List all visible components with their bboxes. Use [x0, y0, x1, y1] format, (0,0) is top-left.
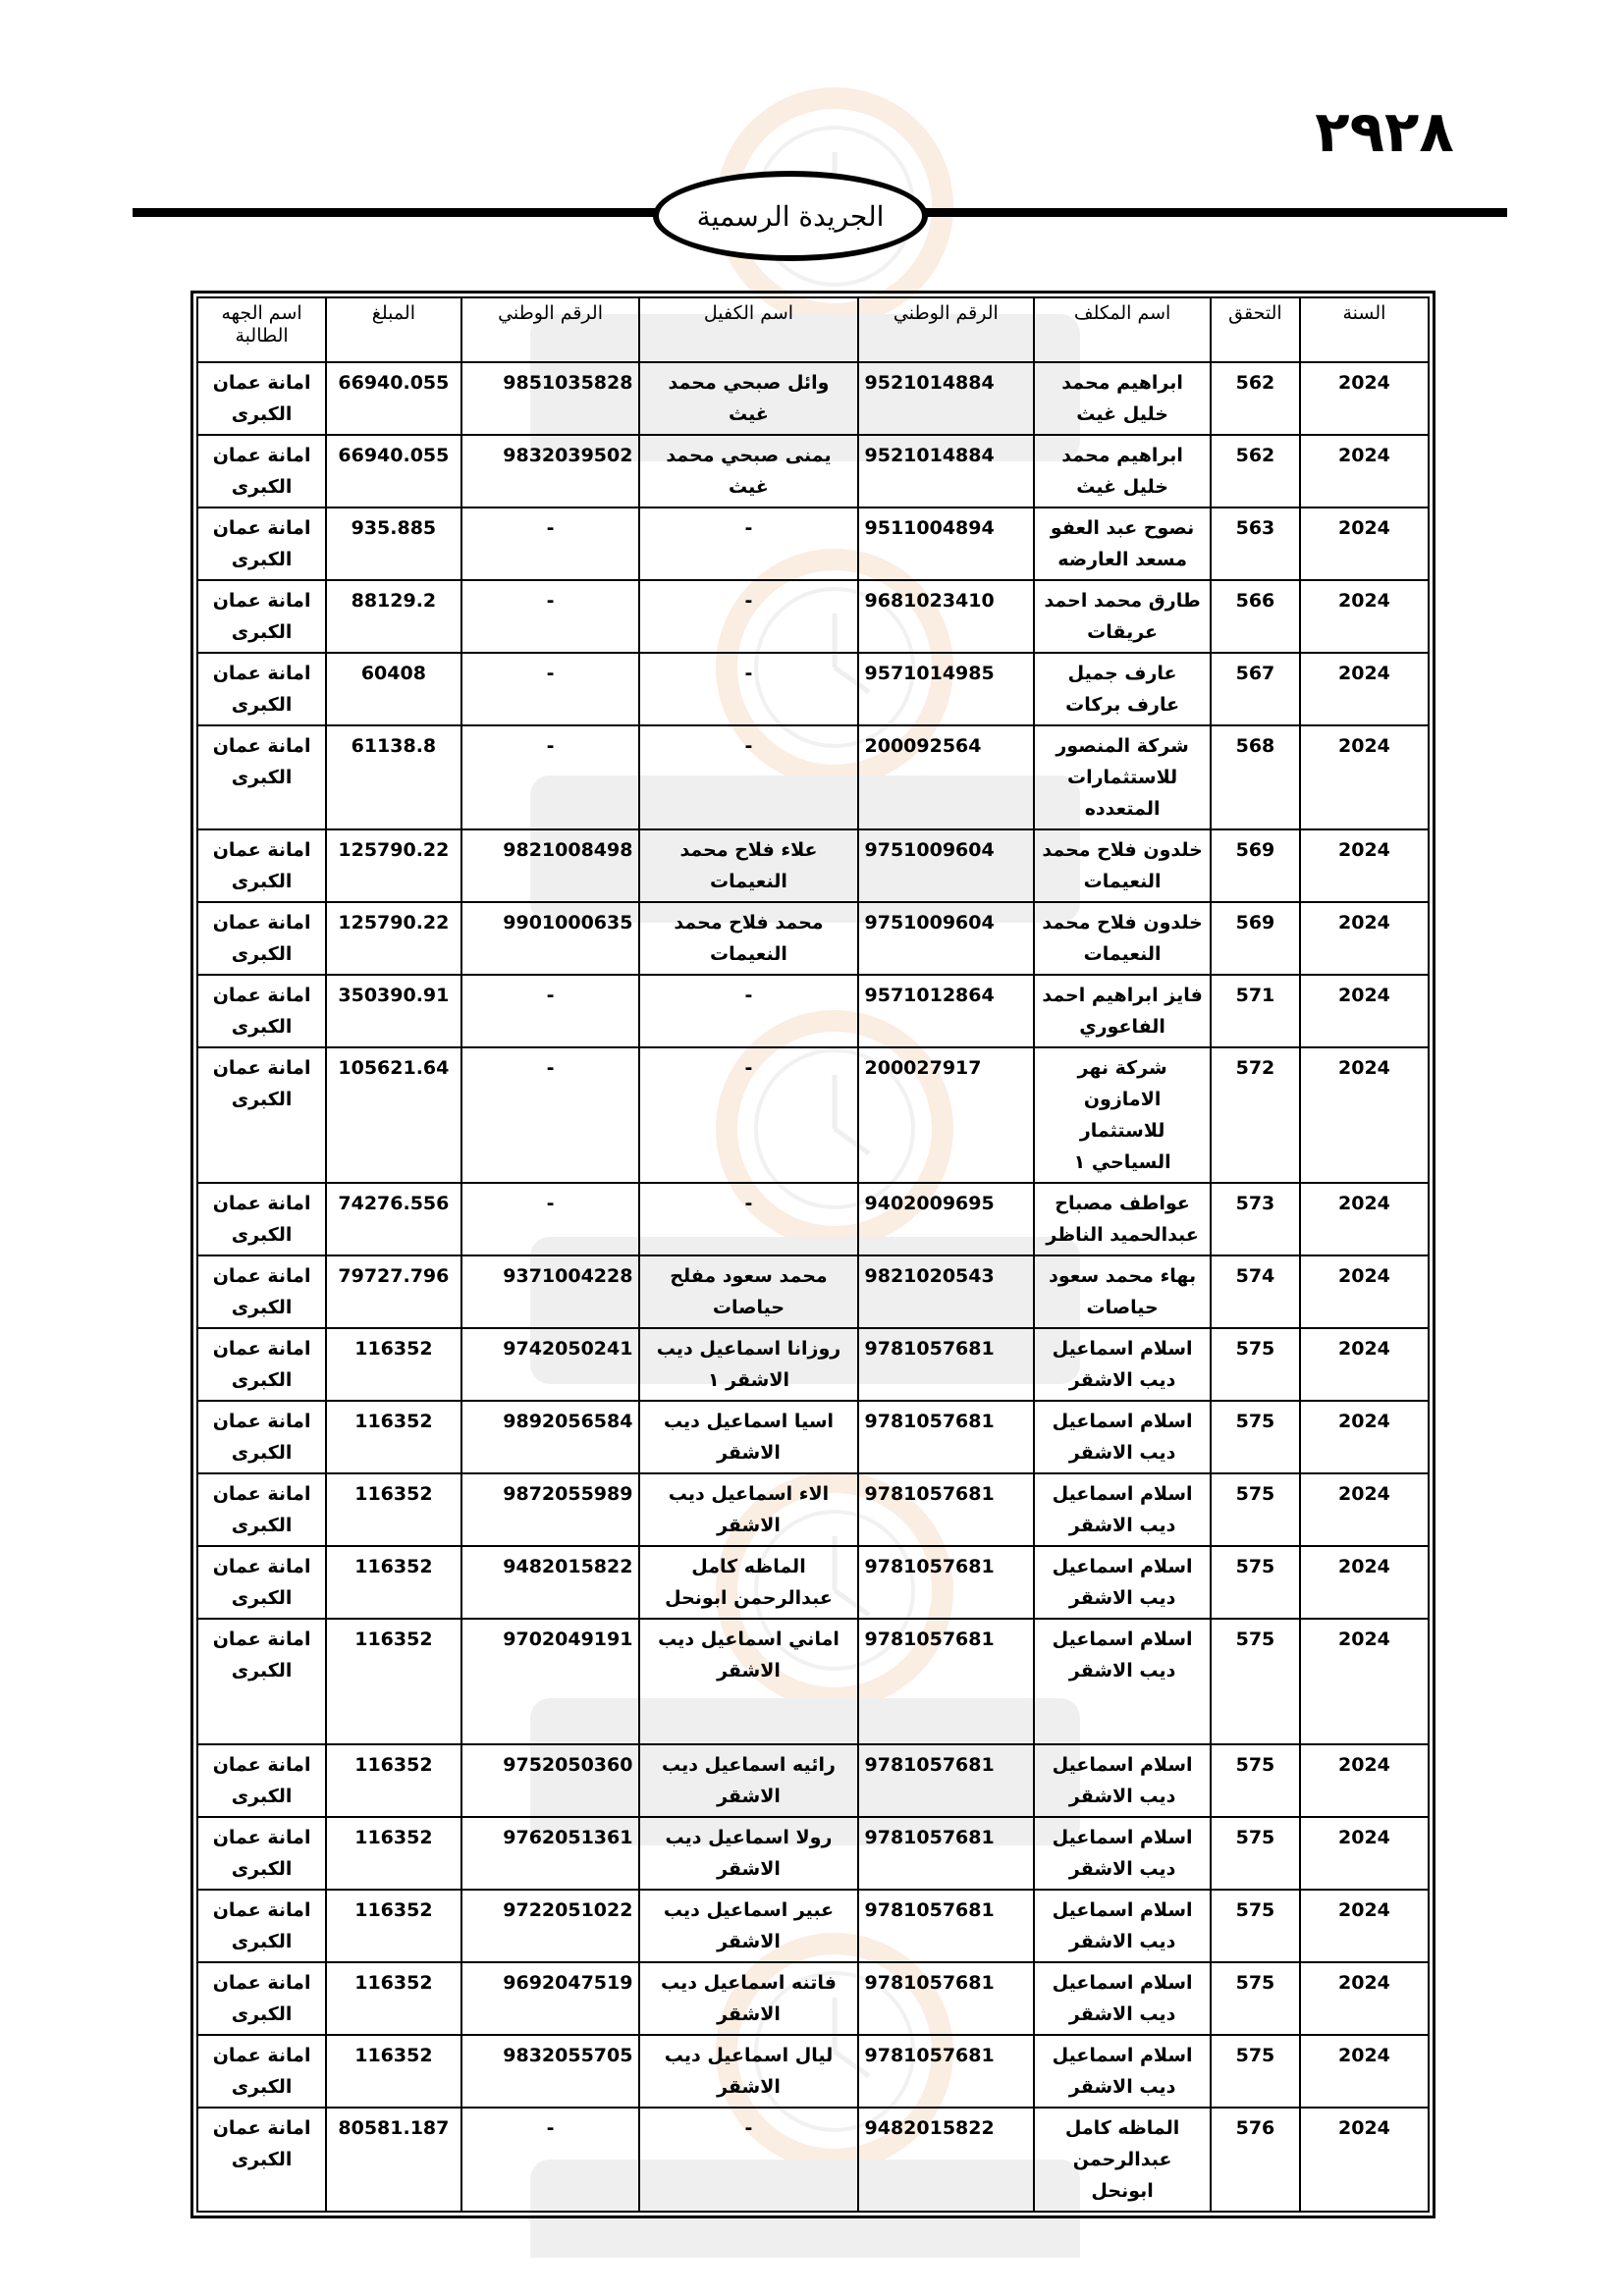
table-row: [197, 2108, 1429, 2212]
cell-year: 2024: [1300, 1962, 1429, 2035]
cell-amount: 88129.2: [326, 580, 460, 653]
cell-national-id: 9781057681: [858, 2035, 1035, 2108]
cell-amount: 105621.64: [326, 1047, 460, 1183]
table-row: [197, 2035, 1429, 2108]
table-row: [197, 1047, 1429, 1183]
cell-guarantor-national-id: 9722051022: [461, 1890, 640, 1962]
cell-verification: 575: [1211, 1619, 1300, 1744]
cell-obligor-name: اسلام اسماعيل ديب الاشقر: [1034, 1401, 1211, 1473]
cell-obligor-name: الماظه كامل عبدالرحمن ابونحل: [1034, 2108, 1211, 2212]
cell-year: 2024: [1300, 653, 1429, 725]
cell-guarantor-national-id: 9762051361: [461, 1817, 640, 1890]
cell-guarantor-national-id: -: [461, 2108, 640, 2212]
cell-obligor-name: عواطف مصباح عبدالحميد الناظر: [1034, 1183, 1211, 1255]
cell-verification: 572: [1211, 1047, 1300, 1183]
cell-obligor-name: فايز ابراهيم احمد الفاعوري: [1034, 975, 1211, 1047]
cell-verification: 576: [1211, 2108, 1300, 2212]
header-guarantor-name: اسم الكفيل: [639, 297, 857, 362]
cell-year: 2024: [1300, 2108, 1429, 2212]
cell-national-id: 9521014884: [858, 362, 1035, 435]
cell-obligor-name: بهاء محمد سعود حياصات: [1034, 1255, 1211, 1328]
cell-year: 2024: [1300, 2035, 1429, 2108]
header-amount: المبلغ: [326, 297, 460, 362]
cell-guarantor-national-id: 9892056584: [461, 1401, 640, 1473]
cell-verification: 567: [1211, 653, 1300, 725]
table-row: [197, 362, 1429, 435]
cell-guarantor-national-id: -: [461, 507, 640, 580]
cell-requesting-authority: امانة عمان الكبرى: [197, 1890, 326, 1962]
cell-requesting-authority: امانة عمان الكبرى: [197, 1183, 326, 1255]
table-row: [197, 1473, 1429, 1546]
cell-amount: 79727.796: [326, 1255, 460, 1328]
cell-obligor-name: ابراهيم محمد خليل غيث: [1034, 435, 1211, 507]
cell-amount: 116352: [326, 1328, 460, 1401]
cell-obligor-name: عارف جميل عارف بركات: [1034, 653, 1211, 725]
cell-year: 2024: [1300, 829, 1429, 902]
cell-amount: 116352: [326, 1962, 460, 2035]
cell-national-id: 9781057681: [858, 1962, 1035, 2035]
cell-obligor-name: شركة نهر الامازون للاستثمار السياحي ١: [1034, 1047, 1211, 1183]
cell-obligor-name: نصوح عبد العفو مسعد العارضه: [1034, 507, 1211, 580]
cell-amount: 125790.22: [326, 902, 460, 975]
header-guarantor-national-id: الرقم الوطني: [461, 297, 640, 362]
cell-verification: 571: [1211, 975, 1300, 1047]
table-row: [197, 1328, 1429, 1401]
cell-requesting-authority: امانة عمان الكبرى: [197, 1744, 326, 1817]
cell-amount: 116352: [326, 1546, 460, 1619]
cell-amount: 74276.556: [326, 1183, 460, 1255]
cell-year: 2024: [1300, 1744, 1429, 1817]
cell-verification: 575: [1211, 1962, 1300, 2035]
cell-requesting-authority: امانة عمان الكبرى: [197, 829, 326, 902]
cell-obligor-name: اسلام اسماعيل ديب الاشقر: [1034, 1328, 1211, 1401]
cell-obligor-name: اسلام اسماعيل ديب الاشقر: [1034, 1744, 1211, 1817]
cell-amount: 66940.055: [326, 435, 460, 507]
cell-requesting-authority: امانة عمان الكبرى: [197, 725, 326, 829]
cell-obligor-name: اسلام اسماعيل ديب الاشقر: [1034, 2035, 1211, 2108]
cell-verification: 563: [1211, 507, 1300, 580]
cell-guarantor-national-id: -: [461, 1047, 640, 1183]
cell-obligor-name: اسلام اسماعيل ديب الاشقر: [1034, 1817, 1211, 1890]
table-row: [197, 1962, 1429, 2035]
cell-amount: 116352: [326, 2035, 460, 2108]
table-row: [197, 1817, 1429, 1890]
cell-guarantor-national-id: 9832039502: [461, 435, 640, 507]
cell-guarantor-name: -: [639, 725, 857, 829]
cell-guarantor-national-id: 9702049191: [461, 1619, 640, 1744]
cell-national-id: 9482015822: [858, 2108, 1035, 2212]
cell-requesting-authority: امانة عمان الكبرى: [197, 1962, 326, 2035]
cell-amount: 66940.055: [326, 362, 460, 435]
cell-obligor-name: اسلام اسماعيل ديب الاشقر: [1034, 1890, 1211, 1962]
ledger-table: [196, 296, 1430, 2213]
cell-guarantor-national-id: 9821008498: [461, 829, 640, 902]
cell-verification: 575: [1211, 1890, 1300, 1962]
cell-requesting-authority: امانة عمان الكبرى: [197, 1047, 326, 1183]
table-row: [197, 829, 1429, 902]
cell-year: 2024: [1300, 1047, 1429, 1183]
cell-requesting-authority: امانة عمان الكبرى: [197, 1546, 326, 1619]
cell-amount: 116352: [326, 1744, 460, 1817]
cell-guarantor-national-id: 9901000635: [461, 902, 640, 975]
table-row: [197, 1401, 1429, 1473]
cell-verification: 569: [1211, 829, 1300, 902]
cell-requesting-authority: امانة عمان الكبرى: [197, 1817, 326, 1890]
cell-amount: 80581.187: [326, 2108, 460, 2212]
cell-year: 2024: [1300, 435, 1429, 507]
cell-requesting-authority: امانة عمان الكبرى: [197, 902, 326, 975]
header-obligor-name: اسم المكلف: [1034, 297, 1211, 362]
cell-year: 2024: [1300, 1619, 1429, 1744]
table-row: [197, 1890, 1429, 1962]
header-national-id: الرقم الوطني: [858, 297, 1035, 362]
cell-national-id: 9521014884: [858, 435, 1035, 507]
table-row: [197, 580, 1429, 653]
cell-guarantor-national-id: -: [461, 725, 640, 829]
cell-guarantor-name: -: [639, 2108, 857, 2212]
cell-year: 2024: [1300, 1183, 1429, 1255]
cell-guarantor-national-id: 9851035828: [461, 362, 640, 435]
cell-year: 2024: [1300, 580, 1429, 653]
cell-obligor-name: اسلام اسماعيل ديب الاشقر: [1034, 1619, 1211, 1744]
table-row: [197, 725, 1429, 829]
cell-guarantor-name: وائل صبحي محمد غيث: [639, 362, 857, 435]
cell-verification: 562: [1211, 362, 1300, 435]
cell-verification: 575: [1211, 1473, 1300, 1546]
cell-requesting-authority: امانة عمان الكبرى: [197, 653, 326, 725]
cell-guarantor-name: رولا اسماعيل ديب الاشقر: [639, 1817, 857, 1890]
cell-obligor-name: اسلام اسماعيل ديب الاشقر: [1034, 1473, 1211, 1546]
gazette-title: الجريدة الرسمية: [653, 171, 928, 261]
cell-guarantor-national-id: -: [461, 1183, 640, 1255]
cell-obligor-name: شركة المنصور للاستثمارات المتعدده: [1034, 725, 1211, 829]
cell-year: 2024: [1300, 1890, 1429, 1962]
cell-amount: 61138.8: [326, 725, 460, 829]
cell-amount: 116352: [326, 1473, 460, 1546]
cell-guarantor-national-id: 9752050360: [461, 1744, 640, 1817]
cell-guarantor-national-id: -: [461, 580, 640, 653]
table-row: [197, 507, 1429, 580]
cell-amount: 125790.22: [326, 829, 460, 902]
cell-obligor-name: اسلام اسماعيل ديب الاشقر: [1034, 1962, 1211, 2035]
cell-amount: 116352: [326, 1817, 460, 1890]
cell-national-id: 9781057681: [858, 1401, 1035, 1473]
cell-guarantor-name: -: [639, 653, 857, 725]
cell-national-id: 9781057681: [858, 1744, 1035, 1817]
cell-guarantor-national-id: 9482015822: [461, 1546, 640, 1619]
cell-obligor-name: اسلام اسماعيل ديب الاشقر: [1034, 1546, 1211, 1619]
cell-guarantor-national-id: 9742050241: [461, 1328, 640, 1401]
table-row: [197, 1619, 1429, 1744]
cell-obligor-name: خلدون فلاح محمد النعيمات: [1034, 829, 1211, 902]
cell-year: 2024: [1300, 975, 1429, 1047]
cell-national-id: 9681023410: [858, 580, 1035, 653]
cell-guarantor-name: اسيا اسماعيل ديب الاشقر: [639, 1401, 857, 1473]
table-row: [197, 1255, 1429, 1328]
cell-year: 2024: [1300, 1255, 1429, 1328]
cell-year: 2024: [1300, 1817, 1429, 1890]
cell-guarantor-name: اماني اسماعيل ديب الاشقر: [639, 1619, 857, 1744]
cell-guarantor-name: علاء فلاح محمد النعيمات: [639, 829, 857, 902]
header-year: السنة: [1300, 297, 1429, 362]
cell-verification: 566: [1211, 580, 1300, 653]
cell-national-id: 9751009604: [858, 902, 1035, 975]
ledger-body: [197, 362, 1429, 2212]
cell-national-id: 9571012864: [858, 975, 1035, 1047]
cell-requesting-authority: امانة عمان الكبرى: [197, 1619, 326, 1744]
cell-guarantor-name: يمنى صبحي محمد غيث: [639, 435, 857, 507]
cell-requesting-authority: امانة عمان الكبرى: [197, 1255, 326, 1328]
table-row: [197, 1546, 1429, 1619]
cell-guarantor-name: -: [639, 1047, 857, 1183]
cell-verification: 562: [1211, 435, 1300, 507]
cell-guarantor-name: -: [639, 975, 857, 1047]
cell-year: 2024: [1300, 1546, 1429, 1619]
table-row: [197, 1744, 1429, 1817]
cell-amount: 116352: [326, 1401, 460, 1473]
cell-guarantor-name: -: [639, 1183, 857, 1255]
table-row: [197, 1183, 1429, 1255]
cell-national-id: 9781057681: [858, 1817, 1035, 1890]
cell-requesting-authority: امانة عمان الكبرى: [197, 362, 326, 435]
cell-requesting-authority: امانة عمان الكبرى: [197, 1401, 326, 1473]
cell-guarantor-name: محمد سعود مفلح حياصات: [639, 1255, 857, 1328]
cell-requesting-authority: امانة عمان الكبرى: [197, 435, 326, 507]
cell-guarantor-name: عبير اسماعيل ديب الاشقر: [639, 1890, 857, 1962]
cell-verification: 575: [1211, 1401, 1300, 1473]
table-row: [197, 435, 1429, 507]
cell-national-id: 9571014985: [858, 653, 1035, 725]
cell-requesting-authority: امانة عمان الكبرى: [197, 507, 326, 580]
cell-requesting-authority: امانة عمان الكبرى: [197, 2108, 326, 2212]
cell-guarantor-name: محمد فلاح محمد النعيمات: [639, 902, 857, 975]
cell-year: 2024: [1300, 1328, 1429, 1401]
cell-requesting-authority: امانة عمان الكبرى: [197, 580, 326, 653]
cell-national-id: 9781057681: [858, 1473, 1035, 1546]
cell-national-id: 9751009604: [858, 829, 1035, 902]
cell-guarantor-name: -: [639, 580, 857, 653]
cell-year: 2024: [1300, 902, 1429, 975]
cell-obligor-name: طارق محمد احمد عريقات: [1034, 580, 1211, 653]
cell-verification: 575: [1211, 1546, 1300, 1619]
cell-year: 2024: [1300, 1401, 1429, 1473]
cell-guarantor-name: رائيه اسماعيل ديب الاشقر: [639, 1744, 857, 1817]
cell-national-id: 9402009695: [858, 1183, 1035, 1255]
cell-requesting-authority: امانة عمان الكبرى: [197, 975, 326, 1047]
cell-guarantor-name: روزانا اسماعيل ديب الاشقر ١: [639, 1328, 857, 1401]
cell-national-id: 9781057681: [858, 1619, 1035, 1744]
cell-verification: 575: [1211, 2035, 1300, 2108]
cell-year: 2024: [1300, 1473, 1429, 1546]
cell-national-id: 9781057681: [858, 1890, 1035, 1962]
cell-obligor-name: ابراهيم محمد خليل غيث: [1034, 362, 1211, 435]
cell-national-id: 9781057681: [858, 1328, 1035, 1401]
cell-requesting-authority: امانة عمان الكبرى: [197, 1328, 326, 1401]
cell-verification: 575: [1211, 1744, 1300, 1817]
cell-obligor-name: خلدون فلاح محمد النعيمات: [1034, 902, 1211, 975]
cell-guarantor-national-id: -: [461, 975, 640, 1047]
cell-guarantor-national-id: 9872055989: [461, 1473, 640, 1546]
cell-verification: 575: [1211, 1817, 1300, 1890]
table-row: [197, 653, 1429, 725]
cell-amount: 350390.91: [326, 975, 460, 1047]
cell-guarantor-name: -: [639, 507, 857, 580]
cell-requesting-authority: امانة عمان الكبرى: [197, 1473, 326, 1546]
cell-guarantor-name: الاء اسماعيل ديب الاشقر: [639, 1473, 857, 1546]
cell-national-id: 9821020543: [858, 1255, 1035, 1328]
header-verification: التحقق: [1211, 297, 1300, 362]
cell-amount: 60408: [326, 653, 460, 725]
cell-national-id: 9511004894: [858, 507, 1035, 580]
cell-national-id: 200092564: [858, 725, 1035, 829]
cell-year: 2024: [1300, 362, 1429, 435]
cell-national-id: 200027917: [858, 1047, 1035, 1183]
page-number: ٢٩٢٨: [1315, 98, 1454, 165]
cell-verification: 575: [1211, 1328, 1300, 1401]
cell-guarantor-name: فاتنه اسماعيل ديب الاشقر: [639, 1962, 857, 2035]
cell-year: 2024: [1300, 725, 1429, 829]
cell-guarantor-national-id: -: [461, 653, 640, 725]
cell-verification: 568: [1211, 725, 1300, 829]
cell-verification: 569: [1211, 902, 1300, 975]
table-header-row: [197, 297, 1429, 362]
cell-guarantor-name: الماظه كامل عبدالرحمن ابونحل: [639, 1546, 857, 1619]
table-row: [197, 902, 1429, 975]
cell-year: 2024: [1300, 507, 1429, 580]
cell-requesting-authority: امانة عمان الكبرى: [197, 2035, 326, 2108]
cell-amount: 935.885: [326, 507, 460, 580]
cell-verification: 574: [1211, 1255, 1300, 1328]
table-row: [197, 975, 1429, 1047]
cell-amount: 116352: [326, 1890, 460, 1962]
cell-guarantor-name: ليال اسماعيل ديب الاشقر: [639, 2035, 857, 2108]
cell-guarantor-national-id: 9371004228: [461, 1255, 640, 1328]
cell-guarantor-national-id: 9692047519: [461, 1962, 640, 2035]
cell-verification: 573: [1211, 1183, 1300, 1255]
cell-guarantor-national-id: 9832055705: [461, 2035, 640, 2108]
cell-amount: 116352: [326, 1619, 460, 1744]
cell-national-id: 9781057681: [858, 1546, 1035, 1619]
header-requesting-authority: اسم الجهه الطالبة: [197, 297, 326, 362]
